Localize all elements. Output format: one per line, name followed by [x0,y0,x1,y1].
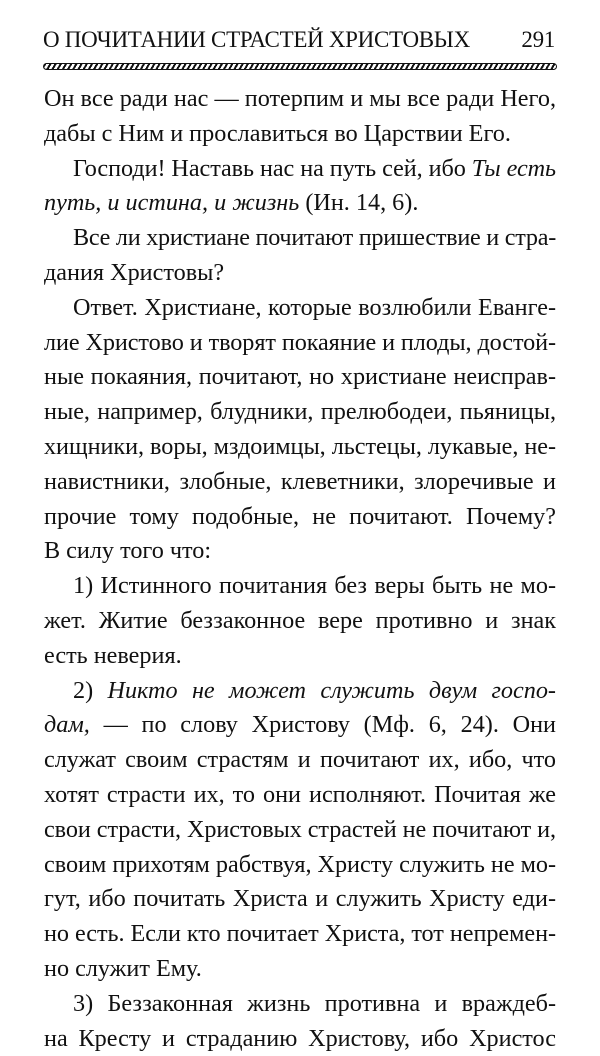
text-line: прочие тому подобные, не почитают. Почему? [44,502,556,530]
text-line: 3) Беззаконная жизнь противна и враждеб- [73,989,556,1017]
decorative-rope-rule [43,63,557,70]
text-line: жет. Житие беззаконное вере противно и знак [44,606,556,634]
text-line: ные, например, блудники, прелюбодеи, пьяницы, [44,398,556,426]
text-line: навистники, злобные, клеветники, злоречивые и [44,467,556,495]
text-line: служат своим страстям и почитают их, ибо, что [44,746,556,774]
text-line: дабы с Ним и прославиться во Царствии Его. [44,119,511,147]
scripture-quote: Ты есть [471,154,556,182]
text-line: свои страсти, Христовых страстей не почитают и, [44,815,556,843]
running-head-title: О ПОЧИТАНИИ СТРАСТЕЙ ХРИСТОВЫХ [43,27,470,52]
text-line: 2) Никто не может служить двум госпо- [73,676,556,704]
text-line: дания Христовы? [44,258,225,286]
body-text [44,82,556,1056]
running-head [43,27,555,57]
text-line: но есть. Если кто почитает Христа, тот непремен- [44,920,556,948]
text-line: Господи! Наставь нас на путь сей, ибо Ты есть [73,154,556,182]
text-line: своим прихотям рабствуя, Христу служить не мо- [44,850,556,878]
scripture-reference: — по слову Христову (Мф. 6, 24). Они [89,711,556,739]
text-line: ные покаяния, почитают, но христиане неисправ- [44,363,556,391]
text-line: на Кресту и страданию Христову, ибо Христос [44,1024,556,1052]
text-line: хотят страсти их, то они исполняют. Почитая же [44,780,556,808]
text-line: есть неверия. [44,641,182,669]
text-line: 1) Истинного почитания без веры быть не мо- [73,572,556,600]
scripture-quote: Никто не может служить двум госпо- [107,676,556,704]
scripture-quote: путь, и истина, и жизнь [44,189,300,217]
text-line [44,186,556,221]
text-line: Он все ради нас — потерпим и мы все ради Него, [44,85,556,112]
text-line: лие Христово и творят покаяние и плоды, достой- [44,328,556,356]
page-number: 291 [521,27,555,52]
text-line: В силу того что: [44,537,212,565]
scripture-reference: (Ин. 14, 6). [299,189,419,217]
text-line: гут, ибо почитать Христа и служить Христу еди- [44,885,556,913]
text-line [44,708,556,743]
text-line: Ответ. Христиане, которые возлюбили Еванге- [73,293,556,321]
text-line: хищники, воры, мздоимцы, льстецы, лукавые, не- [44,432,556,460]
text-line: Все ли христиане почитают пришествие и стра- [73,224,556,252]
scripture-quote: дам, [44,711,90,739]
text-line: но служит Ему. [44,954,202,982]
